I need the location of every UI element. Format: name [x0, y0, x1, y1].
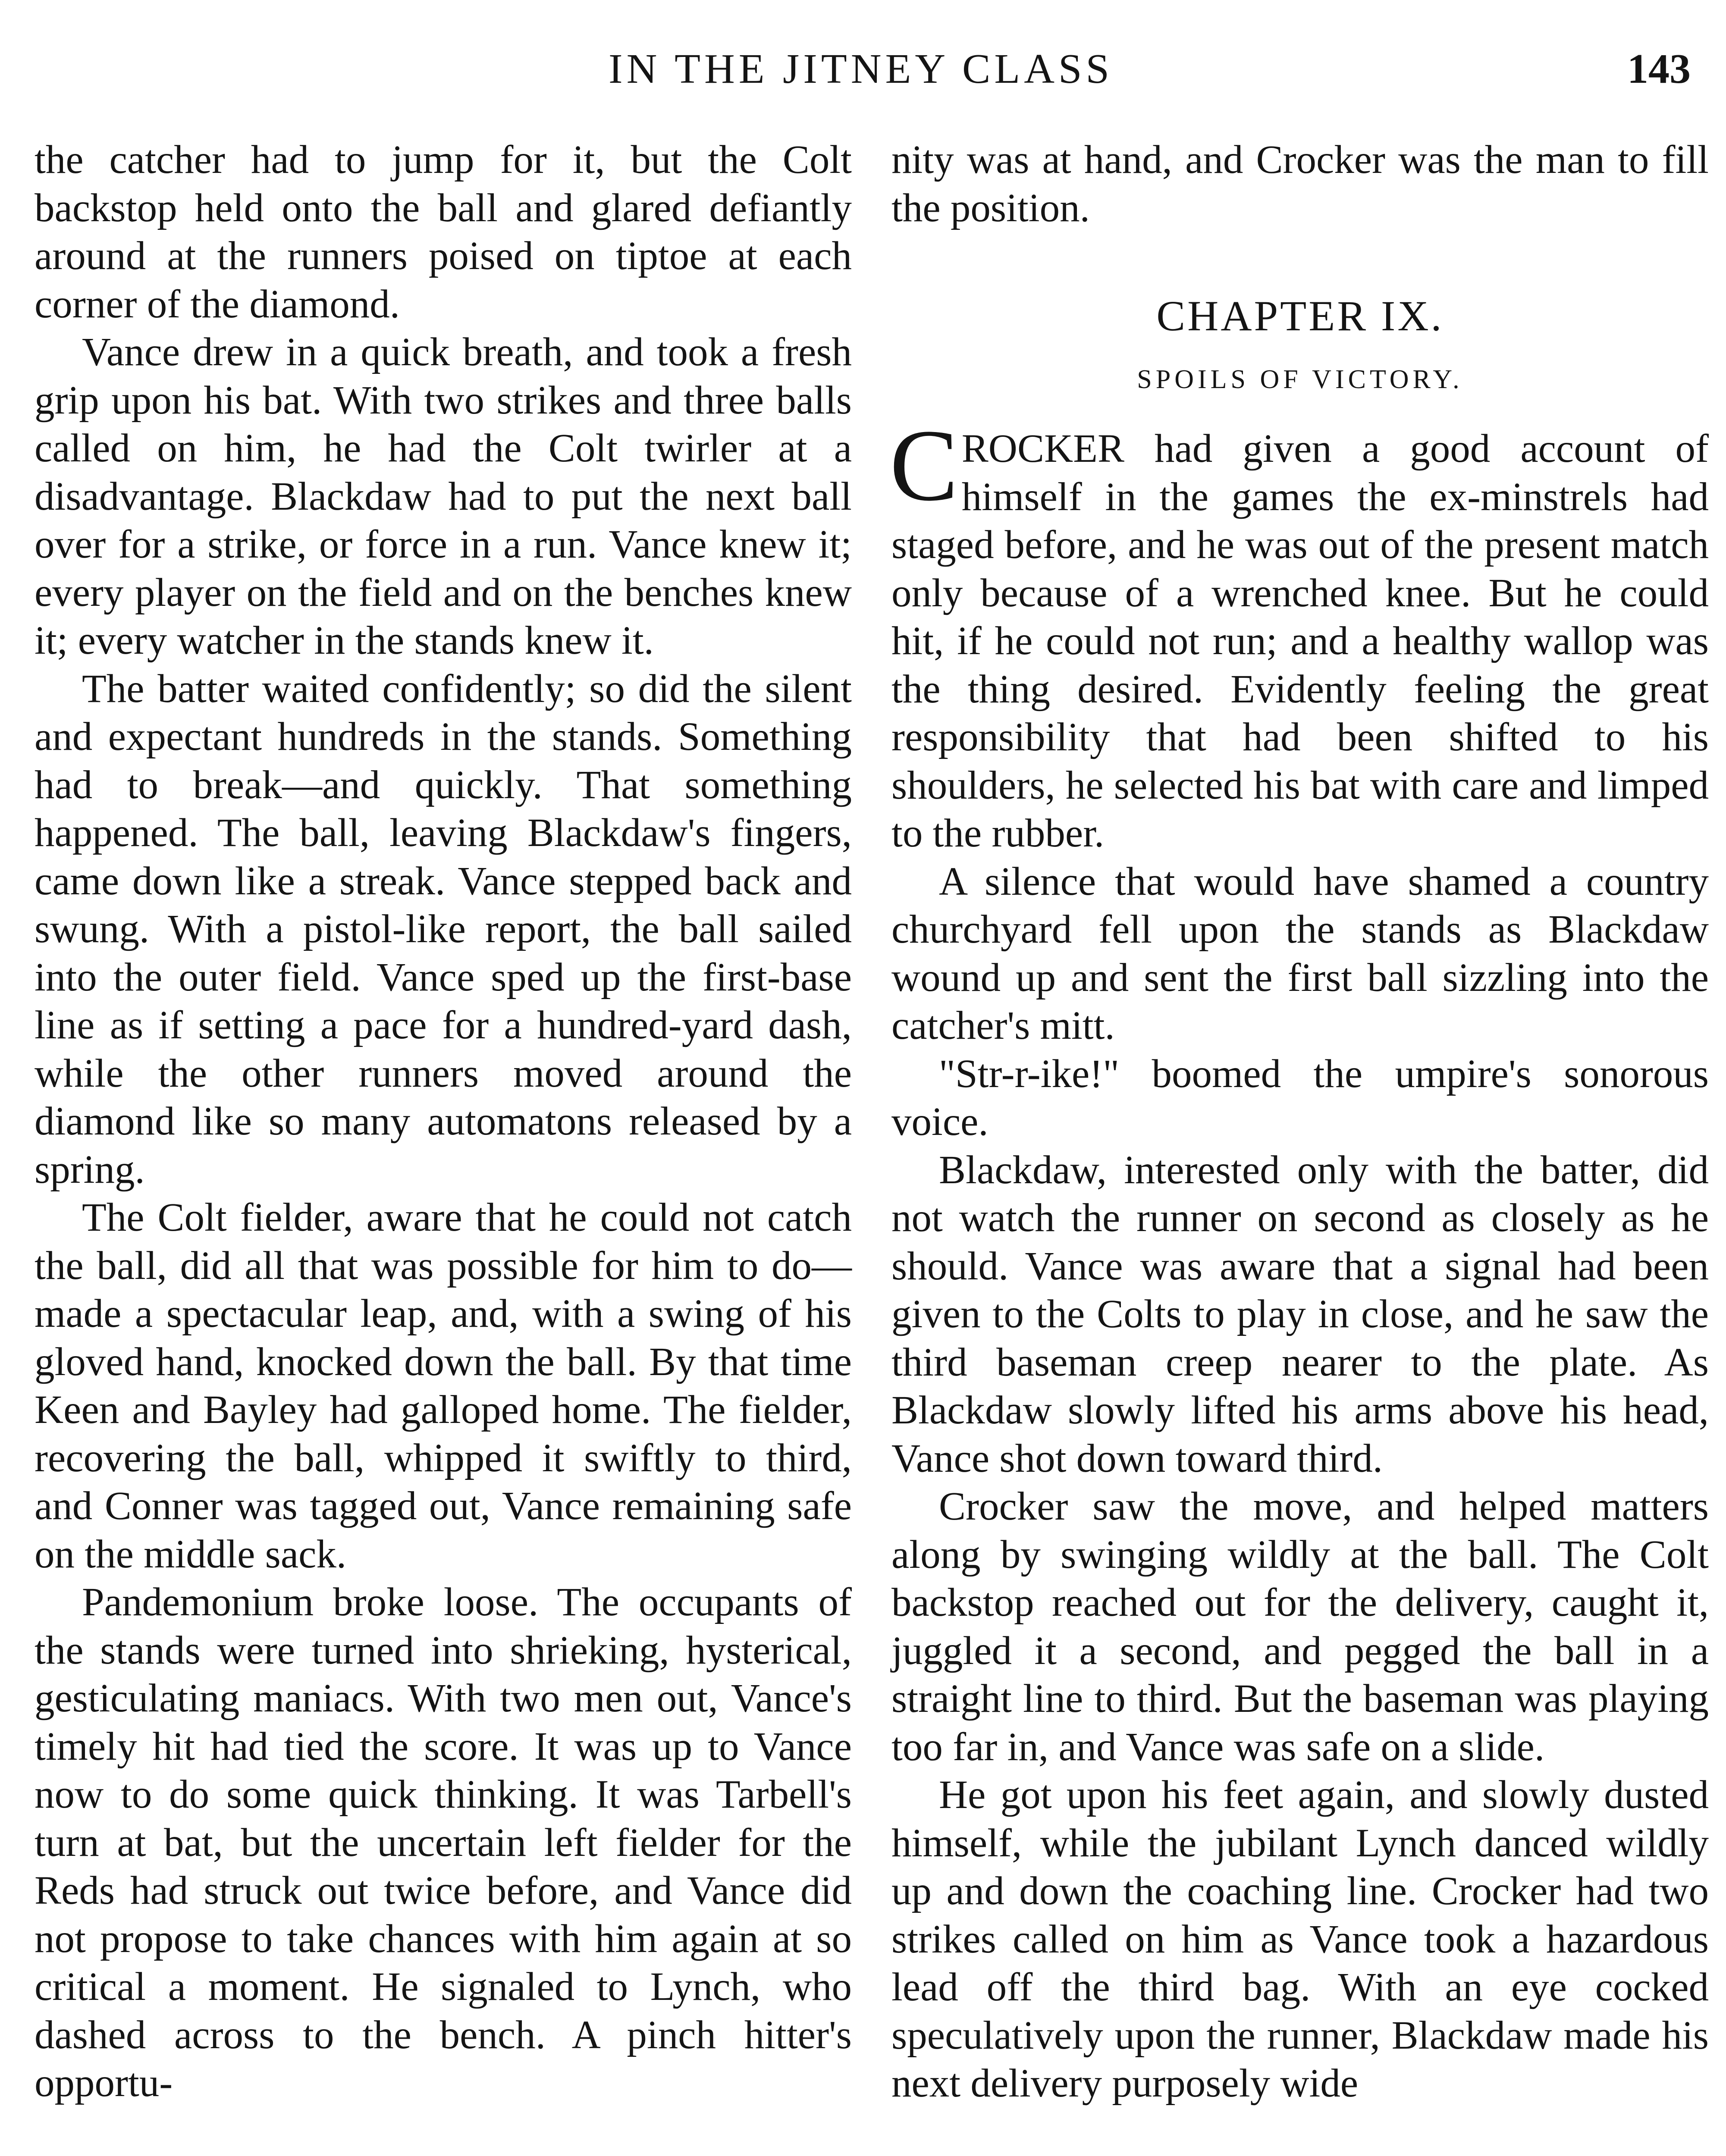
page-header	[31, 41, 1691, 97]
paragraph: A silence that would have shamed a country churchyard fell upon the stands as Blackdaw wound up and sent the first ball sizzling into the catcher's mitt.	[891, 859, 1709, 1048]
paragraph: nity was at hand, and Crocker was the man to fill the position.	[891, 138, 1709, 230]
opening-paragraph	[890, 409, 1709, 858]
running-head: IN THE JITNEY CLASS	[608, 46, 1114, 92]
paragraph: He got upon his feet again, and slowly dusted himself, while the jubilant Lynch danced wildly up and down the coaching line. Crocker had two strikes called on him as Vance took a hazardous lead off the third bag. With an eye cocked speculatively upon the runner, Blackdaw made his next delivery purposely wide	[891, 1773, 1709, 2106]
paragraph: the catcher had to jump for it, but the Colt backstop held onto the ball and glared defiantly around at the runners poised on tiptoe at each corner of the diamond.	[35, 138, 852, 326]
opening-paragraph-text: ROCKER had given a good account of himself in the games the ex-minstrels had staged before, and he was out of the present match only because of a wrenched knee. But he could hit, if he could not run; and a healthy wallop was the thing desired. Evidently feeling the great responsibility that had been shifted to his shoulders, he selected his bat with care and limped to the rubber.	[891, 426, 1709, 856]
chapter-subtitle: SPOILS OF VICTORY.	[1137, 365, 1463, 394]
page-number: 143	[1627, 46, 1691, 92]
paragraph: Pandemonium broke loose. The occupants of the stands were turned into shrieking, hysterical, gesticulating maniacs. With two men out, Vance's timely hit had tied the score. It was up to Vance now to do some quick thinking. It was Tarbell's turn at bat, but the uncertain left fielder for the Reds had struck out twice before, and Vance did not propose to take chances with him again at so critical a moment. He signaled to Lynch, who dashed across to the bench. A pinch hitter's opportu-	[35, 1580, 852, 2105]
right-column	[891, 136, 1709, 2108]
paragraph: The batter waited confidently; so did the silent and expectant hundreds in the stands. Something had to break—and quickly. That something happened. The ball, leaving Blackdaw's fingers, came down like a streak. Vance stepped back and swung. With a pistol-like report, the ball sailed into the outer field. Vance sped up the first-base line as if setting a pace for a hundred-yard dash, while the other runners moved around the diamond like so many automatons released by a spring.	[35, 666, 852, 1192]
paragraph: Blackdaw, interested only with the batter, did not watch the runner on second as closely as he should. Vance was aware that a signal had been given to the Colts to play in close, and he saw the third baseman creep nearer to the plate. As Blackdaw slowly lifted his arms above his head, Vance shot down toward third.	[891, 1147, 1709, 1481]
paragraph: Crocker saw the move, and helped matters along by swinging wildly at the ball. The Colt backstop reached out for the delivery, caught it, juggled it a second, and pegged the ball in a straight line to third. But the baseman was playing too far in, and Vance was safe on a slide.	[891, 1484, 1709, 1769]
left-column	[35, 136, 852, 2107]
chapter-heading: CHAPTER IX.	[1156, 292, 1444, 340]
paragraph: "Str-r-ike!" boomed the umpire's sonorous voice.	[891, 1051, 1709, 1144]
paragraph: The Colt fielder, aware that he could not catch the ball, did all that was possible for him to do—made a spectacular leap, and, with a swing of his gloved hand, knocked down the ball. By that time Keen and Bayley had galloped home. The fielder, recovering the ball, whipped it swiftly to third, and Conner was tagged out, Vance remaining safe on the middle sack.	[35, 1195, 852, 1576]
drop-cap: C	[890, 409, 958, 522]
paragraph: Vance drew in a quick breath, and took a fresh grip upon his bat. With two strikes and three balls called on him, he had the Colt twirler at a disadvantage. Blackdaw had to put the next ball over for a strike, or force in a run. Vance knew it; every player on the field and on the benches knew it; every watcher in the stands knew it.	[35, 330, 852, 663]
